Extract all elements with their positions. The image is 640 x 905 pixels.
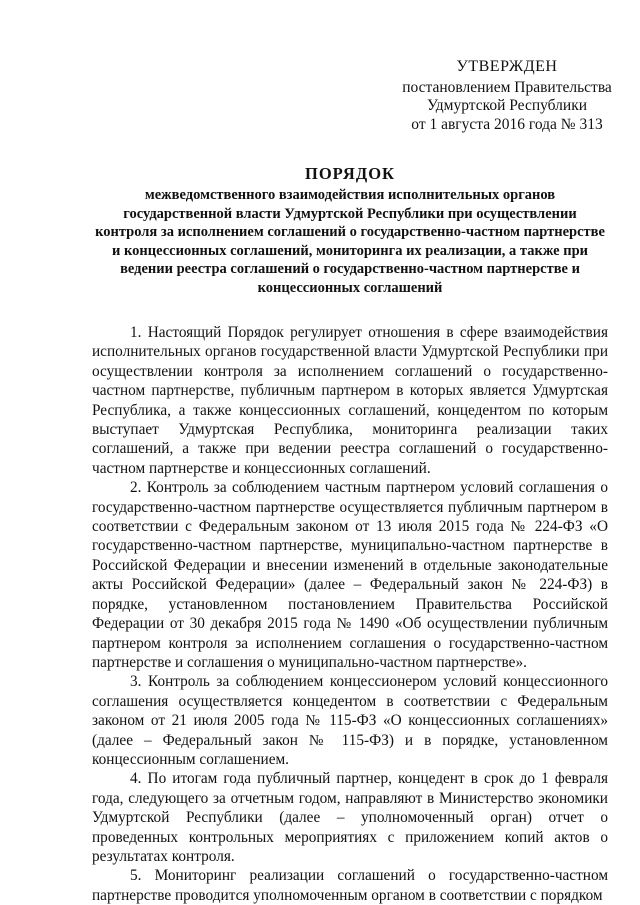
approval-line-1: постановлением Правительства [402, 78, 612, 96]
approval-block [392, 58, 622, 134]
document-body [92, 323, 608, 905]
document-title [95, 164, 605, 297]
paragraph-3: 3. Контроль за соблюдением концессионером условий концессионного соглашения осуществляется концедентом в соответствии с Федеральным законом от 21 июля 2005 года № 115-ФЗ «О концессионных соглашениях» (далее – Федеральный закон № 115-ФЗ) и в порядке, установленном концессионным соглашением. [92, 673, 608, 768]
title-subtitle: межведомственного взаимодействия исполнительных органов государственной власти Удмуртской Республики при осуществлении контроля за исполнением соглашений о государственно-частном партнерстве и концессионных соглашений, мониторинга их реализации, а также при ведении реестра соглашений о государственно-частном партнерстве и концессионных соглашений [95, 187, 605, 296]
paragraph-1: 1. Настоящий Порядок регулирует отношения в сфере взаимодействия исполнительных органов государственной власти Удмуртской Республики при осуществлении контроля за исполнением соглашений о государственно-частном партнерстве, публичным партнером в которых является Удмуртская Республика, а также концессионных соглашений, концедентом по которым выступает Удмуртская Республика, мониторинга реализации таких соглашений, а также при ведении реестра соглашений о государственно-частном партнерстве и концессионных соглашений. [92, 324, 608, 477]
title-main: ПОРЯДОК [305, 164, 395, 183]
approval-stamp: УТВЕРЖДЕН [456, 58, 558, 75]
paragraph-2: 2. Контроль за соблюдением частным партнером условий соглашения о государственно-частном партнерстве осуществляется публичным партнером в соответствии с Федеральным законом от 13 июля 2015 года № 224-ФЗ «О государственно-частном партнерстве, муниципально-частном партнерстве в Российской Федерации и внесении изменений в отдельные законодательные акты Российской Федерации» (далее – Федеральный закон № 224-ФЗ) в порядке, установленном постановлением Правительства Российской Федерации от 30 декабря 2015 года № 1490 «Об осуществлении публичным партнером контроля за исполнением соглашения о государственно-частном партнерстве и соглашения о муниципально-частном партнерстве». [92, 479, 608, 671]
approval-line-3: от 1 августа 2016 года № 313 [411, 115, 603, 133]
paragraph-4: 4. По итогам года публичный партнер, концедент в срок до 1 февраля года, следующего за отчетным годом, направляют в Министерство экономики Удмуртской Республики (далее – уполномоченный орган) отчет о проведенных контрольных мероприятиях с приложением копий актов о результатах контроля. [92, 770, 608, 865]
approval-line-2: Удмуртской Республики [426, 97, 588, 114]
paragraph-5: 5. Мониторинг реализации соглашений о государственно-частном партнерстве проводится уполномоченным органом в соответствии с порядком [92, 867, 608, 904]
